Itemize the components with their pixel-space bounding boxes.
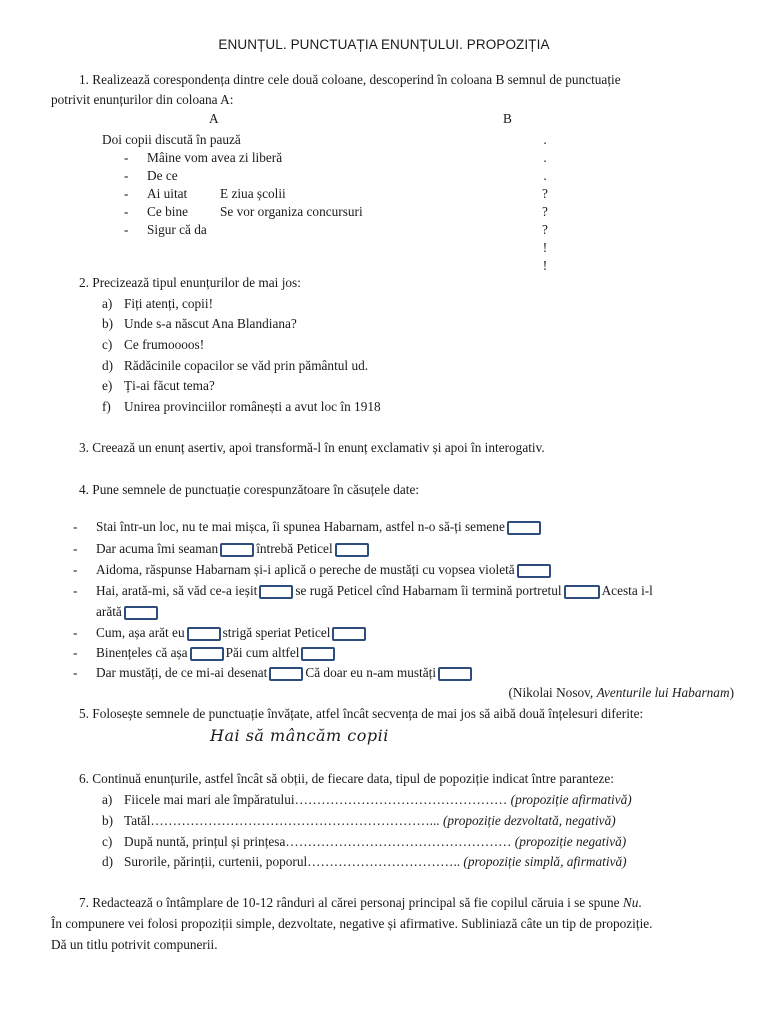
item-text: Tatăl [124, 813, 151, 828]
dialogue-text: Stai într-un loc, nu te mai mișca, îi spunea Habarnam, astfel n-o să-ți semene [96, 519, 505, 534]
dialogue-text: Că doar eu n-am mustăți [305, 665, 437, 680]
dash: - [124, 150, 129, 165]
q7-text: 7. Redactează o întâmplare de 10-12 rânduri al cărei personaj principal să fie copilul căruia i se spune [79, 895, 623, 910]
list-item: Unde s-a născut Ana Blandiana? [124, 316, 297, 331]
dialogue-line [96, 665, 474, 681]
column-b-header: B [503, 111, 512, 126]
list-item-letter: b) [102, 813, 114, 828]
list-item: Ce frumoooos! [124, 337, 205, 352]
q6-prompt: 6. Continuă enunțurile, astfel încât să obții, de fiecare data, tipul de popoziție indicat între paranteze: [79, 771, 614, 786]
fill-in-dots[interactable]: …………………………………………… [285, 834, 512, 849]
dash: - [73, 541, 78, 556]
item-text: Surorile, părinții, curtenii, poporul [124, 854, 308, 869]
dialogue-text: se rugă Peticel cînd Habarnam îi termină portretul [295, 583, 562, 598]
item-text: Fiicele mai mari ale împăratului [124, 792, 295, 807]
column-b-mark: ? [542, 204, 548, 219]
punctuation-box[interactable] [269, 667, 303, 681]
column-a-item: Doi copii discută în pauză [102, 132, 241, 147]
column-a-item: E ziua școlii [220, 186, 286, 201]
list-item [124, 854, 627, 870]
dash: - [73, 645, 78, 660]
q3-prompt: 3. Creează un enunț asertiv, apoi transformă-l în enunț exclamativ și apoi în interogativ. [79, 440, 545, 455]
dialogue-text: strigă speriat Peticel [222, 625, 331, 640]
dialogue-text: Dar acuma îmi seaman [96, 541, 219, 556]
dialogue-text: Păi cum altfel [225, 645, 300, 660]
punctuation-box[interactable] [332, 627, 366, 641]
list-item: Rădăcinile copacilor se văd prin pământul ud. [124, 358, 369, 373]
list-item [124, 792, 632, 808]
punctuation-box[interactable] [220, 543, 254, 557]
q7-line2: În compunere vei folosi propoziții simple, dezvoltate, negative și afirmative. Subliniază câte un tip de propoziție. [51, 916, 653, 931]
list-item: Unirea provinciilor românești a avut loc în 1918 [124, 399, 381, 414]
dialogue-line [96, 562, 553, 578]
dash: - [124, 204, 129, 219]
column-b-mark: ! [542, 240, 548, 255]
punctuation-box[interactable] [190, 647, 224, 661]
column-a-item: Sigur că da [147, 222, 207, 237]
source-end: ) [729, 685, 734, 700]
source-author: (Nikolai Nosov, [508, 685, 597, 700]
column-a-item: Se vor organiza concursuri [220, 204, 363, 219]
column-a-header: A [209, 111, 219, 126]
dialogue-line [96, 604, 160, 620]
column-a-item: Ce bine [147, 204, 188, 219]
column-b-mark: ? [542, 186, 548, 201]
list-item [124, 834, 626, 850]
dialogue-text: arătă [96, 604, 122, 619]
list-item-letter: c) [102, 834, 113, 849]
list-item: Fiți atenți, copii! [124, 296, 214, 311]
item-hint: (propoziție simplă, afirmativă) [463, 854, 627, 869]
q1-prompt-line1: 1. Realizează corespondența dintre cele două coloane, descoperind în coloana B semnul de punctuație [79, 72, 621, 87]
punctuation-box[interactable] [335, 543, 369, 557]
column-b-mark: . [543, 132, 547, 147]
q1-prompt-line2: potrivit enunțurilor din coloana A: [51, 92, 234, 107]
source-title: Aventurile lui Habarnam [596, 685, 730, 700]
column-a-item: Mâine vom avea zi liberă [147, 150, 283, 165]
punctuation-box[interactable] [187, 627, 221, 641]
fill-in-dots[interactable]: …………………………….. [307, 854, 461, 869]
column-a-item: De ce [147, 168, 178, 183]
list-item-letter: a) [102, 792, 113, 807]
punctuation-box[interactable] [517, 564, 551, 578]
punctuation-box[interactable] [564, 585, 600, 599]
q5-phrase: Hai să mâncăm copii [210, 726, 389, 745]
q4-prompt: 4. Pune semnele de punctuație corespunzătoare în căsuțele date: [79, 482, 420, 497]
dialogue-text: Hai, arată-mi, să văd ce-a ieșit [96, 583, 258, 598]
dash: - [73, 583, 78, 598]
punctuation-box[interactable] [507, 521, 541, 535]
dialogue-text: Dar mustăți, de ce mi-ai desenat [96, 665, 268, 680]
dialogue-text: Cum, așa arăt eu [96, 625, 185, 640]
list-item-letter: f) [102, 399, 111, 414]
q7-name: Nu [622, 895, 639, 910]
punctuation-box[interactable] [259, 585, 293, 599]
q7-text-end: . [638, 895, 642, 910]
dash: - [124, 168, 129, 183]
dialogue-text: Binențeles că așa [96, 645, 188, 660]
column-b-mark: . [543, 150, 547, 165]
list-item-letter: a) [102, 296, 113, 311]
dash: - [73, 665, 78, 680]
q5-prompt: 5. Folosește semnele de punctuație învățate, atfel încât secvența de mai jos să aibă două înțelesuri diferite: [79, 706, 644, 721]
list-item-letter: b) [102, 316, 114, 331]
item-text: După nuntă, prințul și prințesa [124, 834, 286, 849]
dialogue-line [96, 541, 371, 557]
dash: - [124, 186, 129, 201]
dialogue-text: întrebă Peticel [256, 541, 333, 556]
dialogue-line [96, 583, 653, 599]
list-item-letter: c) [102, 337, 113, 352]
q7-line3: Dă un titlu potrivit compunerii. [51, 937, 218, 952]
source-citation [508, 685, 734, 701]
column-b-mark: ! [542, 258, 548, 273]
dialogue-line [96, 519, 543, 535]
column-a-item: Ai uitat [147, 186, 188, 201]
item-hint: (propoziție dezvoltată, negativă) [442, 813, 616, 828]
q2-prompt: 2. Precizează tipul enunțurilor de mai jos: [79, 275, 301, 290]
list-item-letter: d) [102, 854, 114, 869]
punctuation-box[interactable] [438, 667, 472, 681]
dialogue-line [96, 645, 337, 661]
item-hint: (propoziție afirmativă) [510, 792, 632, 807]
punctuation-box[interactable] [301, 647, 335, 661]
list-item-letter: e) [102, 378, 113, 393]
dash: - [73, 562, 78, 577]
dash: - [124, 222, 129, 237]
list-item-letter: d) [102, 358, 114, 373]
punctuation-box[interactable] [124, 606, 158, 620]
fill-in-dots[interactable]: ………………………………………………………... [150, 813, 440, 828]
dialogue-text: Aidoma, răspunse Habarnam și-i aplică o pereche de mustăți cu vopsea violetă [96, 562, 515, 577]
dialogue-text: Acesta i-l [601, 583, 653, 598]
q7-line1 [79, 895, 642, 911]
fill-in-dots[interactable]: ………………………………………… [294, 792, 508, 807]
list-item: Ți-ai făcut tema? [124, 378, 215, 393]
dialogue-line [96, 625, 368, 641]
page-title: ENUNȚUL. PUNCTUAȚIA ENUNȚULUI. PROPOZIȚIA [218, 37, 550, 52]
item-hint: (propoziție negativă) [514, 834, 627, 849]
column-b-mark: ? [542, 222, 548, 237]
dash: - [73, 519, 78, 534]
list-item [124, 813, 616, 829]
column-b-mark: . [543, 168, 547, 183]
dash: - [73, 625, 78, 640]
